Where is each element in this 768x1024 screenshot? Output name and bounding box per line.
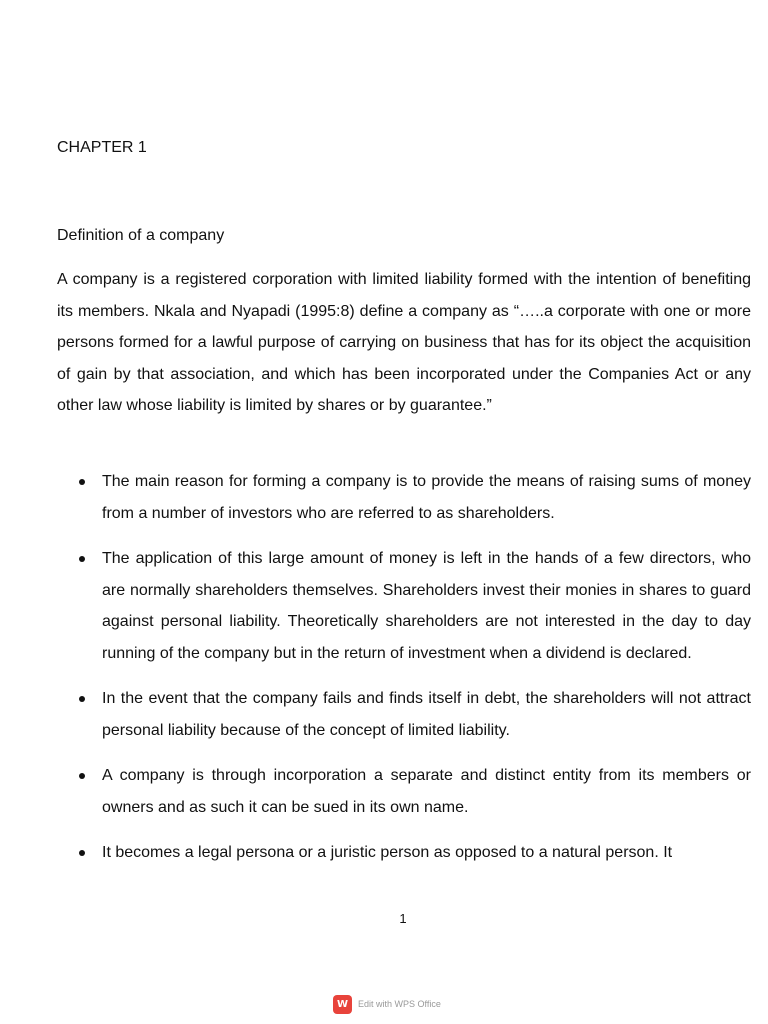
intro-paragraph: A company is a registered corporation with limited liability formed with the intention of benefiting its members. Nkala and Nyapadi (1995:8) define a company as “…..a corporate with one or more persons formed for a lawful purpose of carrying on business that has for its object the acquisition of gain by that association, and which has been incorporated under the Companies Act or any other law whose liability is limited by shares or by guarantee.” (57, 271, 751, 414)
bullet-icon (79, 556, 85, 562)
chapter-title: CHAPTER 1 (57, 139, 147, 156)
list-item (57, 683, 751, 746)
list-item (57, 760, 751, 823)
list-item-text: It becomes a legal persona or a juristic person as opposed to a natural person. It (102, 844, 673, 861)
bullet-icon (79, 850, 85, 856)
wps-watermark[interactable] (333, 994, 441, 1014)
list-item (57, 543, 751, 669)
section-heading: Definition of a company (57, 227, 225, 244)
bullet-icon (79, 479, 85, 485)
page-number: 1 (399, 911, 407, 926)
list-item (57, 837, 751, 869)
bullet-icon (79, 696, 85, 702)
list-item-text: In the event that the company fails and finds itself in debt, the shareholders will not attract personal liability because of the concept of limited liability. (102, 690, 751, 739)
list-item-text: The application of this large amount of money is left in the hands of a few directors, who are normally shareholders themselves. Shareholders invest their monies in shares to guard against personal liability. Theoretically shareholders are not interested in the day to day running of the company but in the return of investment when a dividend is declared. (102, 550, 751, 662)
list-item-text: The main reason for forming a company is to provide the means of raising sums of money from a number of investors who are referred to as shareholders. (102, 473, 751, 522)
list-item-text: A company is through incorporation a separate and distinct entity from its members or owners and as such it can be sued in its own name. (102, 767, 751, 816)
watermark-text: Edit with WPS Office (358, 999, 441, 1009)
bullet-list (57, 466, 751, 883)
wps-logo-icon: W (333, 995, 352, 1014)
list-item (57, 466, 751, 529)
bullet-icon (79, 773, 85, 779)
